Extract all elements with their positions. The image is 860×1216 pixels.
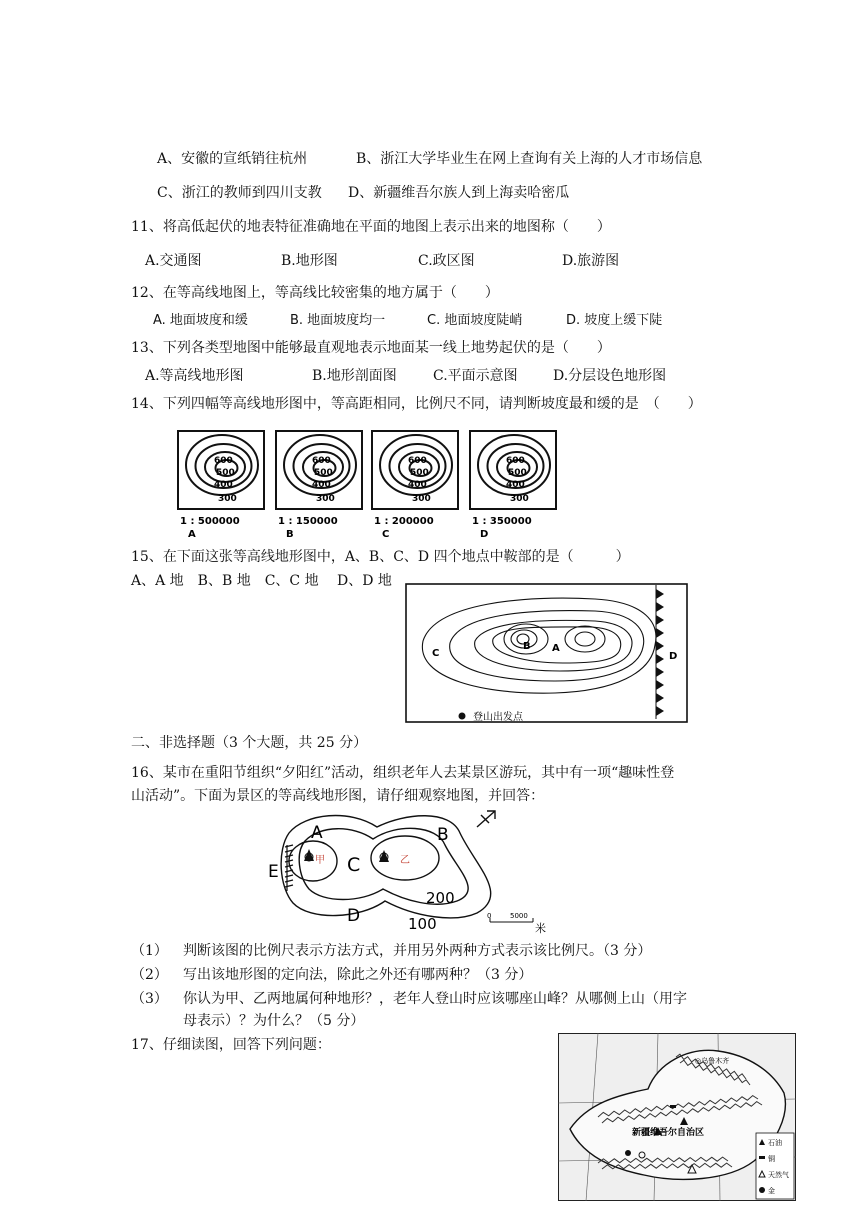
- q11-stem: 11、将高低起伏的地表特征准确地在平面的地图上表示出来的地图称（ ）: [131, 219, 611, 235]
- q12-option-c: C. 地面坡度陡峭: [427, 313, 523, 328]
- q16-sub2-text: 写出该地形图的定向法，除此之外还有哪两种？（3 分）: [183, 967, 533, 983]
- q14-map-letter: B: [286, 529, 294, 540]
- q17-legend-copper: 铜: [768, 1155, 775, 1163]
- q14-stem: 14、下列四幅等高线地形图中，等高距相同，比例尺不同，请判断坡度最和缓的是 （ ）: [131, 396, 702, 412]
- q16-sub3-number: （3）: [131, 991, 168, 1007]
- q14-map-letter: A: [188, 529, 196, 540]
- q17-legend-gold: 金: [768, 1187, 775, 1195]
- q16-scale-zero: 0: [487, 912, 492, 920]
- q12-option-d: D. 坡度上缓下陡: [566, 313, 663, 328]
- q13-option-a: A.等高线地形图: [145, 368, 244, 384]
- q16-stem-line2: 山活动”。下面为景区的等高线地形图，请仔细观察地图，并回答：: [131, 788, 545, 804]
- q15-start-point: 登山出发点: [473, 712, 523, 723]
- section2-heading: 二、非选择题（3 个大题，共 25 分）: [131, 735, 368, 751]
- q15-label-c: C: [432, 648, 440, 659]
- q14-contour-label: 600: [408, 456, 427, 466]
- q14-map-a: [178, 431, 264, 540]
- q14-contour-maps: [170, 425, 570, 545]
- q14-contour-label: 500: [216, 468, 235, 478]
- q14-contour-label: 400: [214, 480, 233, 490]
- q16-sub2-number: （2）: [131, 967, 168, 983]
- q14-contour-label: 500: [314, 468, 333, 478]
- q14-contour-label: 300: [412, 494, 431, 504]
- q16-stem-line1: 16、某市在重阳节组织“夕阳红”活动，组织老年人去某景区游玩，其中有一项“趣味性登: [131, 765, 675, 781]
- q12-option-a: A. 地面坡度和缓: [153, 313, 248, 328]
- q14-contour-label: 400: [506, 480, 525, 490]
- q16-label-d: D: [347, 906, 361, 926]
- q14-scale-label: 1 : 350000: [472, 516, 532, 527]
- q11-option-c: C.政区图: [418, 253, 475, 269]
- q13-stem: 13、下列各类型地图中能够最直观地表示地面某一线上地势起伏的是（ ）: [131, 340, 611, 356]
- q16-sub3-text-line1: 你认为甲、乙两地属何种地形？，老年人登山时应该哪座山峰？从哪侧上山（用字: [183, 991, 687, 1007]
- q15-label-a: A: [552, 643, 560, 654]
- q16-contour-100: 100: [408, 915, 437, 933]
- q16-contour-200: 200: [426, 889, 455, 907]
- q13-option-c: C.平面示意图: [433, 368, 518, 384]
- q14-contour-label: 500: [410, 468, 429, 478]
- q14-map-b: [276, 431, 362, 540]
- q14-contour-label: 300: [316, 494, 335, 504]
- q14-contour-label: 300: [218, 494, 237, 504]
- q10-option-d: D、新疆维吾尔族人到上海卖哈密瓜: [348, 185, 570, 201]
- q17-legend-gas: 天然气: [768, 1171, 789, 1179]
- q13-option-b: B.地形剖面图: [312, 368, 397, 384]
- q14-map-d: [470, 431, 556, 540]
- q14-contour-label: 400: [408, 480, 427, 490]
- q11-option-a: A.交通图: [145, 253, 202, 269]
- q16-label-c: C: [347, 854, 361, 876]
- q17-legend-oil: 石油: [768, 1139, 782, 1147]
- q11-option-b: B.地形图: [281, 253, 338, 269]
- q13-option-d: D.分层设色地形图: [553, 368, 667, 384]
- q16-label-e: E: [268, 862, 279, 882]
- q16-label-a: A: [311, 823, 323, 843]
- q10-option-b: B、浙江大学毕业生在网上查询有关上海的人才市场信息: [356, 151, 703, 167]
- q10-option-a: A、安徽的宣纸销往杭州: [157, 151, 308, 167]
- q16-scale-distance: 5000: [510, 912, 528, 920]
- q16-sub1-text: 判断该图的比例尺表示方法方式，并用另外两种方式表示该比例尺。（3 分）: [183, 943, 652, 959]
- q17-city-urumqi: ◎乌鲁木齐: [695, 1057, 730, 1065]
- q17-region-name: 新疆维吾尔自治区: [632, 1128, 705, 1138]
- q14-map-letter: D: [480, 529, 489, 540]
- q11-option-d: D.旅游图: [562, 253, 620, 269]
- q16-scale-unit: 米: [535, 922, 546, 935]
- q16-contour-map: [265, 805, 565, 935]
- q15-stem: 15、在下面这张等高线地形图中，A、B、C、D 四个地点中鞍部的是（ ）: [131, 549, 630, 565]
- q14-scale-label: 1 : 500000: [180, 516, 240, 527]
- q14-contour-label: 300: [510, 494, 529, 504]
- q16-label-b: B: [437, 825, 449, 845]
- q14-contour-label: 400: [312, 480, 331, 490]
- q14-map-letter: C: [382, 529, 390, 540]
- q17-stem: 17、仔细读图，回答下列问题：: [131, 1037, 331, 1053]
- q14-map-c: [372, 431, 458, 540]
- q10-option-c: C、浙江的教师到四川支教: [157, 185, 322, 201]
- q14-contour-label: 600: [312, 456, 331, 466]
- q15-label-d: D: [669, 651, 678, 662]
- q14-scale-label: 1 : 150000: [278, 516, 338, 527]
- q17-xinjiang-map: [558, 1033, 796, 1201]
- q16-label-jia: 甲: [315, 855, 325, 866]
- q12-stem: 12、在等高线地图上，等高线比较密集的地方属于（ ）: [131, 285, 499, 301]
- q15-contour-map: [405, 583, 688, 723]
- q14-contour-label: 600: [506, 456, 525, 466]
- q15-options: A、A 地 B、B 地 C、C 地 D、D 地: [131, 573, 392, 589]
- q15-label-b: B: [523, 641, 531, 652]
- q16-sub1-number: （1）: [131, 943, 168, 959]
- q12-option-b: B. 地面坡度均一: [290, 313, 386, 328]
- q16-sub3-text-line2: 母表示）？为什么？（5 分）: [183, 1013, 365, 1029]
- q16-label-yi: 乙: [400, 855, 410, 866]
- q14-contour-label: 500: [508, 468, 527, 478]
- q14-contour-label: 600: [214, 456, 233, 466]
- q14-scale-label: 1 : 200000: [374, 516, 434, 527]
